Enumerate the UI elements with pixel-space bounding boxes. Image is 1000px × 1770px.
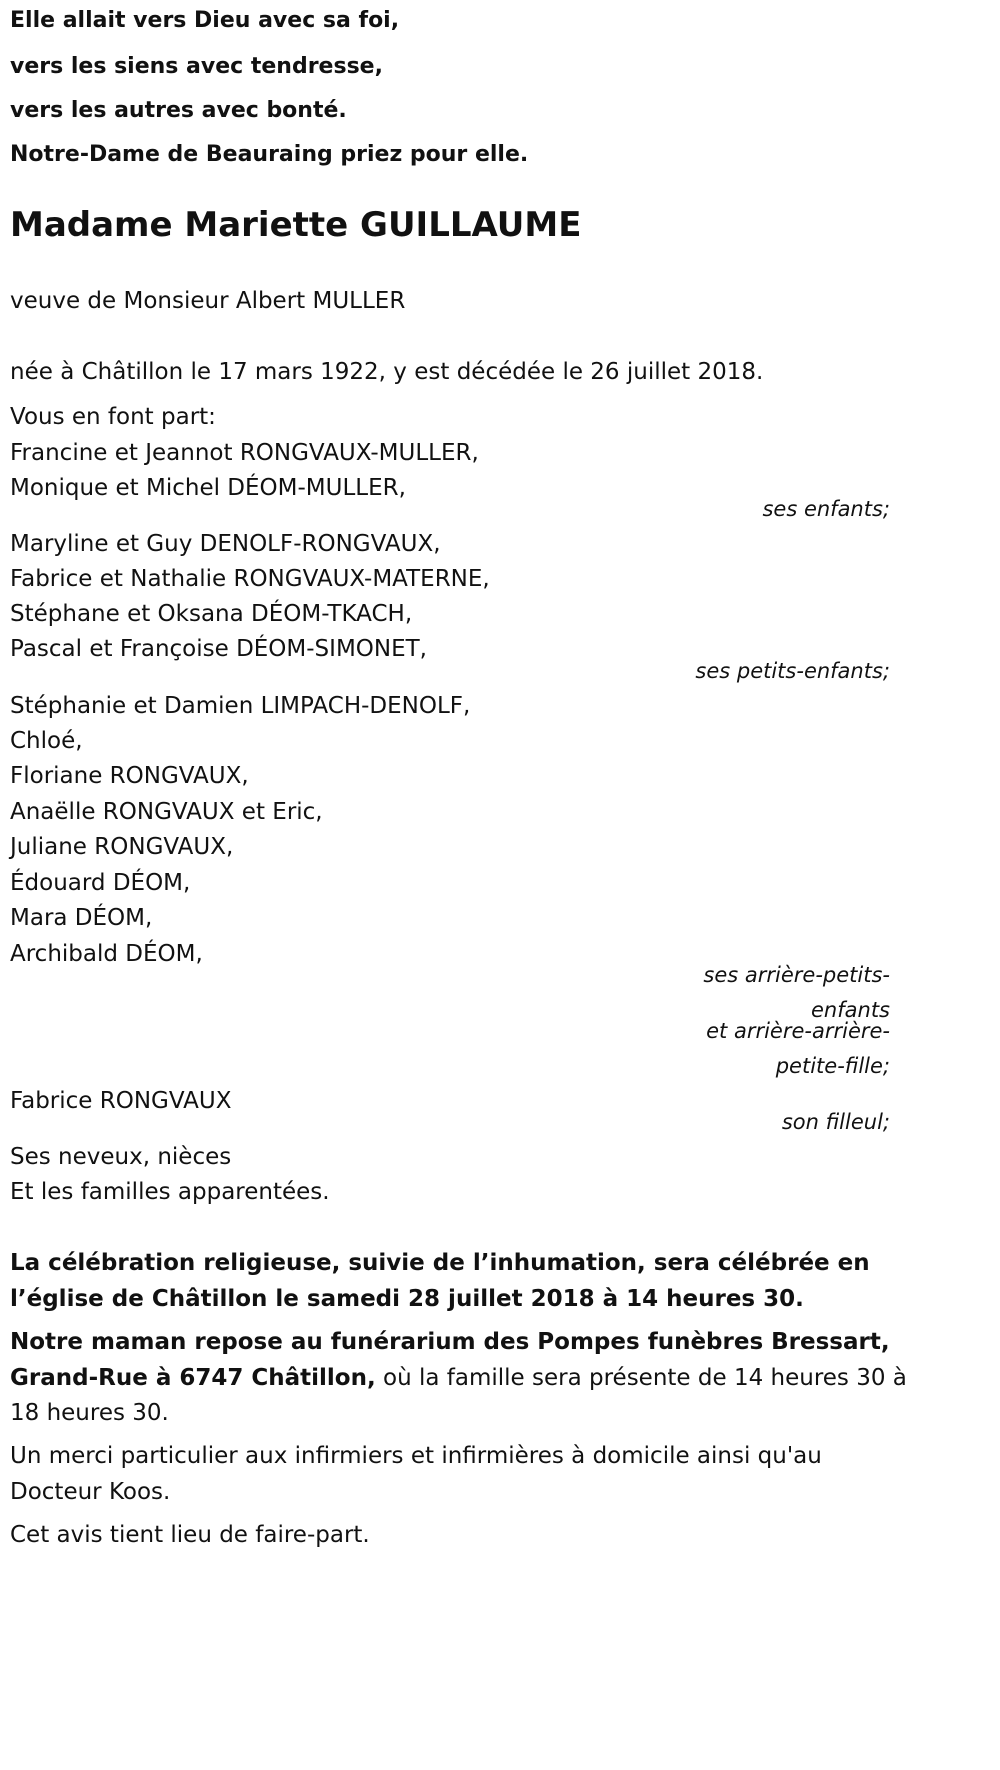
prayer-line-1: Elle allait vers Dieu avec sa foi, — [10, 8, 400, 33]
prayer-line-3: vers les autres avec bonté. — [10, 98, 347, 123]
great-grandchild-name: Anaëlle RONGVAUX et Eric, — [10, 799, 323, 825]
grandchild-name: Fabrice et Nathalie RONGVAUX-MATERNE, — [10, 566, 490, 592]
great-grandchild-name: Archibald DÉOM, — [10, 941, 203, 967]
deceased-name: Madame Mariette GUILLAUME — [10, 205, 582, 245]
children-role: ses enfants; — [762, 497, 890, 521]
grandchildren-role: ses petits-enfants; — [695, 659, 890, 683]
great-grandchildren-role-4: petite-fille; — [775, 1054, 890, 1078]
ceremony-line-1: La célébration religieuse, suivie de l’inhumation, sera célébrée en — [10, 1250, 870, 1276]
grandchild-name: Stéphane et Oksana DÉOM-TKACH, — [10, 601, 413, 627]
rest-line-1: Notre maman repose au funérarium des Pompes funèbres Bressart, — [10, 1329, 890, 1355]
great-grandchild-name: Chloé, — [10, 728, 83, 754]
child-name: Francine et Jeannot RONGVAUX-MULLER, — [10, 440, 479, 466]
widow-of: veuve de Monsieur Albert MULLER — [10, 288, 406, 314]
rest-location: Grand-Rue à 6747 Châtillon, — [10, 1365, 376, 1391]
thanks-line-2: Docteur Koos. — [10, 1479, 171, 1505]
great-grandchild-name: Édouard DÉOM, — [10, 870, 191, 896]
others-line-2: Et les familles apparentées. — [10, 1179, 330, 1205]
prayer-line-2: vers les siens avec tendresse, — [10, 54, 383, 79]
rest-line-2 — [10, 1365, 907, 1391]
great-grandchild-name: Stéphanie et Damien LIMPACH-DENOLF, — [10, 693, 471, 719]
birth-death: née à Châtillon le 17 mars 1922, y est décédée le 26 juillet 2018. — [10, 359, 764, 385]
great-grandchild-name: Floriane RONGVAUX, — [10, 763, 249, 789]
godson-role: son filleul; — [781, 1110, 890, 1134]
closing-note: Cet avis tient lieu de faire-part. — [10, 1522, 370, 1548]
announcers-intro: Vous en font part: — [10, 404, 216, 430]
grandchild-name: Maryline et Guy DENOLF-RONGVAUX, — [10, 531, 441, 557]
great-grandchildren-role-3: et arrière-arrière- — [706, 1019, 890, 1043]
child-name: Monique et Michel DÉOM-MULLER, — [10, 475, 406, 501]
prayer-line-4: Notre-Dame de Beauraing priez pour elle. — [10, 142, 529, 167]
great-grandchild-name: Mara DÉOM, — [10, 905, 153, 931]
great-grandchild-name: Juliane RONGVAUX, — [10, 834, 234, 860]
others-line-1: Ses neveux, nièces — [10, 1144, 232, 1170]
thanks-line-1: Un merci particulier aux infirmiers et infirmières à domicile ainsi qu'au — [10, 1443, 822, 1469]
rest-hours: où la famille sera présente de 14 heures 30 à — [375, 1365, 907, 1391]
grandchild-name: Pascal et Françoise DÉOM-SIMONET, — [10, 636, 427, 662]
ceremony-line-2: l’église de Châtillon le samedi 28 juillet 2018 à 14 heures 30. — [10, 1286, 804, 1312]
rest-line-3: 18 heures 30. — [10, 1400, 169, 1426]
godson-name: Fabrice RONGVAUX — [10, 1088, 232, 1114]
great-grandchildren-role-2: enfants — [811, 998, 890, 1022]
great-grandchildren-role-1: ses arrière-petits- — [703, 963, 890, 987]
